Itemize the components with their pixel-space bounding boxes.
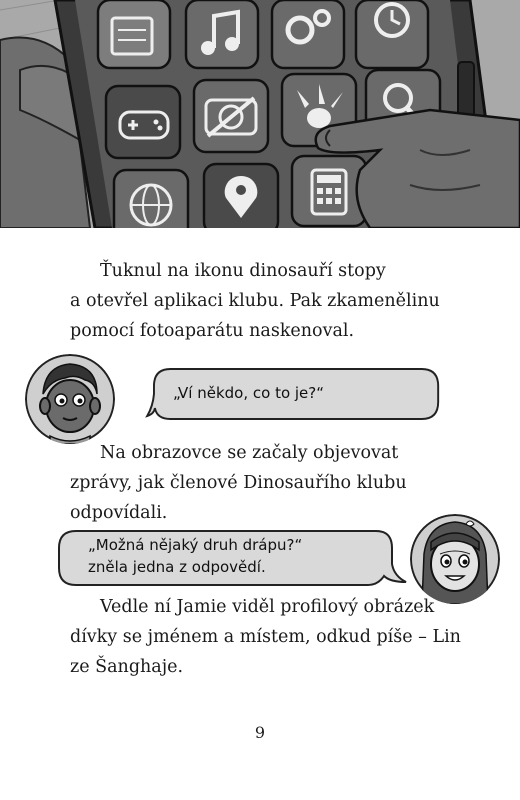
text-line: pomocí fotoaparátu naskenoval. bbox=[70, 321, 355, 341]
text-line: a otevřel aplikaci klubu. Pak zkamenělinu bbox=[70, 291, 440, 311]
paragraph-2 bbox=[70, 438, 470, 528]
boy-avatar bbox=[25, 354, 115, 444]
text-line: Vedle ní Jamie viděl profilový obrázek bbox=[100, 597, 435, 617]
text-line: zprávy, jak členové Dinosauřího klubu bbox=[70, 473, 407, 493]
chat-bubble-question bbox=[145, 368, 440, 420]
notepad-icon bbox=[98, 0, 170, 68]
bubble-text: „Ví někdo, co to je?“ bbox=[173, 384, 325, 402]
globe-icon bbox=[114, 170, 188, 228]
page-number: 9 bbox=[254, 723, 266, 742]
text-line: Ťuknul na ikonu dinosauří stopy bbox=[100, 261, 386, 281]
girl-avatar bbox=[410, 514, 500, 604]
gears-icon bbox=[272, 0, 344, 68]
text-line: Na obrazovce se začaly objevovat bbox=[100, 443, 399, 463]
text-line: odpovídali. bbox=[70, 503, 168, 523]
paragraph-1 bbox=[70, 256, 470, 346]
bubble-line: zněla jedna z odpovědí. bbox=[88, 558, 266, 576]
text-line: ze Šanghaje. bbox=[70, 657, 184, 677]
phone-illustration bbox=[0, 0, 520, 228]
bubble-line: „Možná nějaký druh drápu?“ bbox=[88, 536, 303, 554]
text-line: dívky se jménem a místem, odkud píše – Lin bbox=[70, 627, 461, 647]
bubble-text bbox=[58, 530, 408, 578]
music-note-icon bbox=[186, 0, 258, 68]
chat-bubble-answer bbox=[58, 530, 408, 586]
paragraph-3 bbox=[70, 592, 470, 682]
